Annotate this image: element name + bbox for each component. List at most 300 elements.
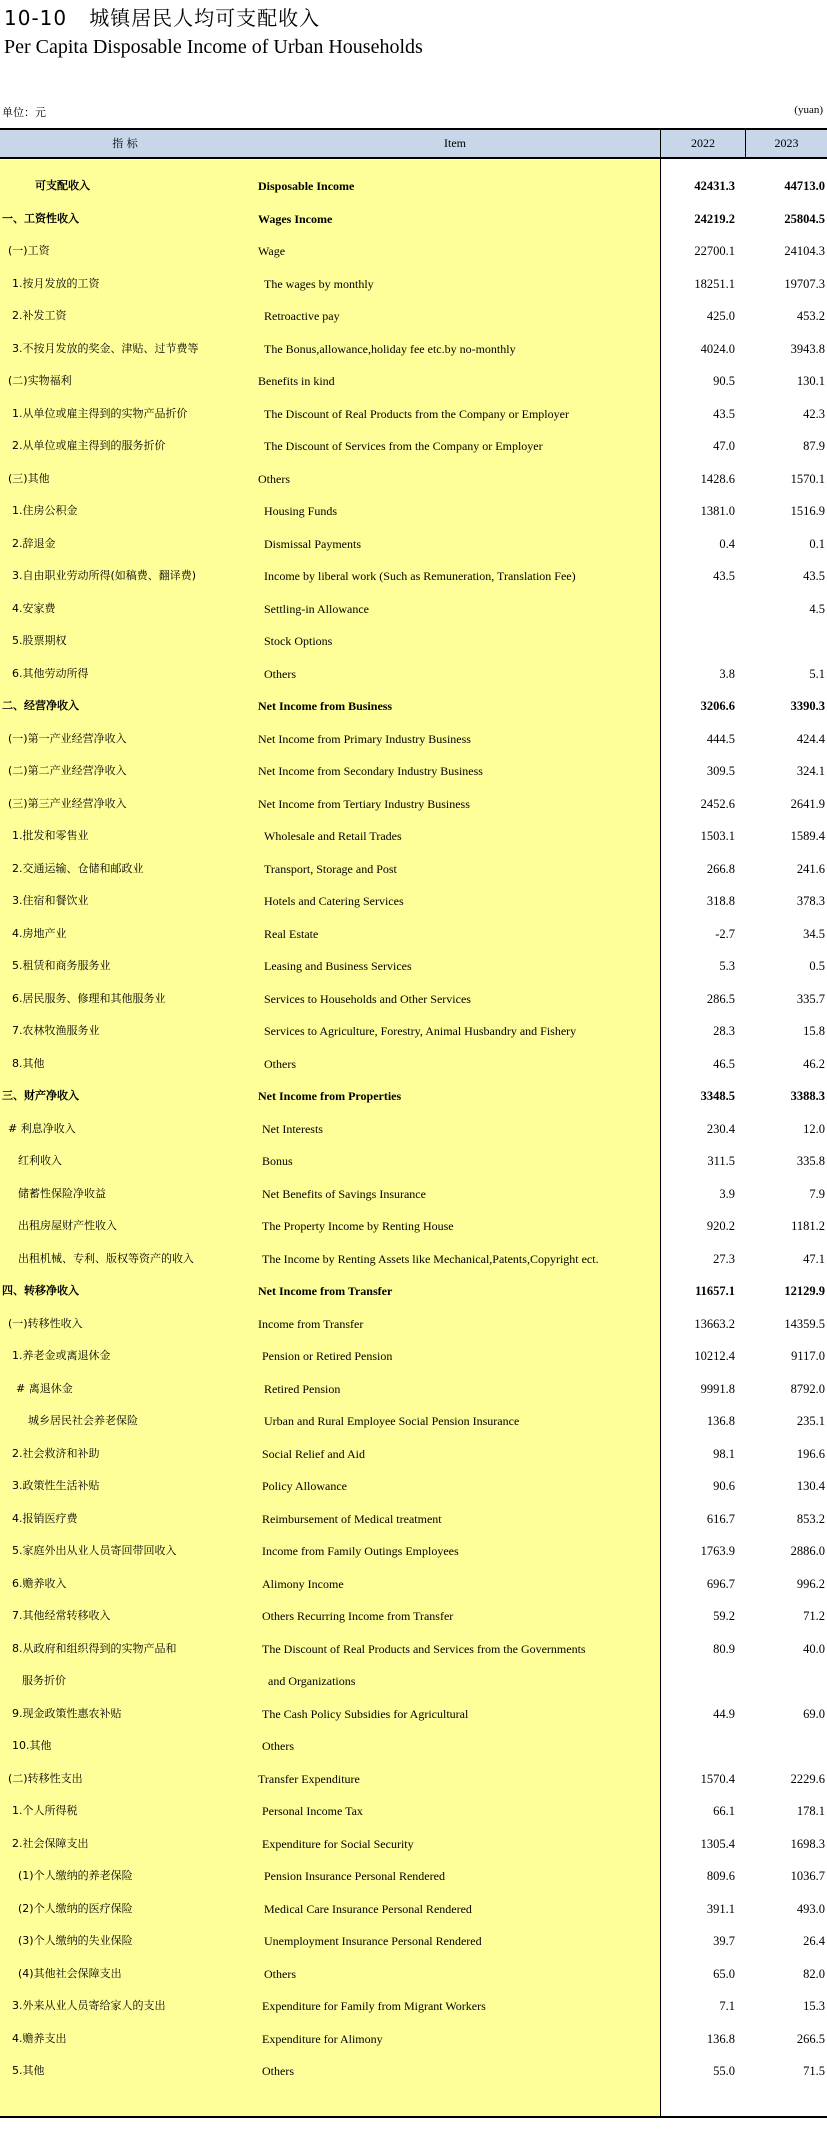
row-value-2023: 130.4 xyxy=(796,1479,825,1493)
row-value-2023: 87.9 xyxy=(803,439,825,453)
row-indicator-zh: 4.安家费 xyxy=(12,601,56,615)
row-value-2022: 46.5 xyxy=(713,1056,735,1071)
row-item-en: Policy Allowance xyxy=(262,1479,347,1493)
row-value-2022: 311.5 xyxy=(707,1154,735,1168)
row-value-2022: 44.9 xyxy=(713,1706,735,1721)
row-value-2023: 69.0 xyxy=(803,1706,825,1721)
table-row xyxy=(0,1048,827,1080)
row-value-2022: 27.3 xyxy=(713,1251,735,1266)
row-indicator-zh: (3)个人缴纳的失业保险 xyxy=(18,1934,133,1947)
row-value-2023: 1570.1 xyxy=(790,471,825,486)
row-value-2022: 318.8 xyxy=(706,894,735,908)
table-row xyxy=(0,1015,827,1047)
row-value-2022: 18251.1 xyxy=(694,276,735,291)
row-value-2022: 3.9 xyxy=(719,1186,735,1201)
row-indicator-zh: 四、转移净收入 xyxy=(2,1284,79,1297)
row-value-2023: 424.4 xyxy=(796,731,825,746)
row-value-2023: 9117.0 xyxy=(791,1349,825,1363)
row-item-en: Transfer Expenditure xyxy=(258,1771,360,1786)
row-value-2023: 0.5 xyxy=(809,959,825,973)
header-indicator: 指 标 xyxy=(112,137,138,150)
table-row xyxy=(0,1308,827,1340)
row-indicator-zh: 1.按月发放的工资 xyxy=(12,276,100,290)
row-value-2023: 19707.3 xyxy=(784,276,825,291)
row-value-2022: 309.5 xyxy=(706,764,735,778)
row-item-en: Expenditure for Social Security xyxy=(262,1836,414,1851)
row-value-2023: 1698.3 xyxy=(790,1836,825,1851)
table-row xyxy=(0,1763,827,1795)
row-indicator-zh: 5.股票期权 xyxy=(12,634,67,647)
row-value-2022: 0.4 xyxy=(719,536,735,551)
row-indicator-zh: 3.自由职业劳动所得(如稿费、翻译费) xyxy=(12,569,197,582)
row-value-2022: 391.1 xyxy=(706,1901,735,1916)
row-item-en: Leasing and Business Services xyxy=(264,959,412,973)
row-indicator-zh: 5.其他 xyxy=(12,2064,45,2077)
row-value-2023: 130.1 xyxy=(796,374,825,388)
row-value-2022: 80.9 xyxy=(713,1641,735,1656)
row-value-2022: 9991.8 xyxy=(700,1381,735,1396)
row-item-en: Net Income from Properties xyxy=(258,1089,402,1103)
row-item-en: Hotels and Catering Services xyxy=(264,894,404,908)
row-indicator-zh: 10.其他 xyxy=(12,1739,52,1752)
table-row xyxy=(0,1503,827,1535)
row-value-2022: 7.1 xyxy=(719,1999,735,2013)
row-value-2022: 1381.0 xyxy=(700,504,735,518)
row-indicator-zh: # 离退休金 xyxy=(16,1381,73,1395)
row-item-en: Pension Insurance Personal Rendered xyxy=(264,1869,445,1883)
table-row xyxy=(0,495,827,527)
row-item-en: The Property Income by Renting House xyxy=(262,1219,454,1233)
row-indicator-zh: # 利息净收入 xyxy=(8,1121,76,1135)
row-item-en: Services to Households and Other Services xyxy=(264,991,471,1006)
row-item-en: Expenditure for Alimony xyxy=(262,2031,383,2046)
row-value-2023: 996.2 xyxy=(796,1576,825,1591)
row-item-en: Wages Income xyxy=(258,211,333,226)
row-item-en: and Organizations xyxy=(268,1674,356,1688)
table-row xyxy=(0,1925,827,1957)
row-indicator-zh: (一)第一产业经营净收入 xyxy=(8,731,127,745)
row-value-2022: -2.7 xyxy=(715,926,735,941)
row-item-en: Net Income from Business xyxy=(258,699,393,713)
row-indicator-zh: 5.家庭外出从业人员寄回带回收入 xyxy=(12,1544,177,1557)
row-item-en: Real Estate xyxy=(264,926,319,941)
row-value-2023: 2886.0 xyxy=(790,1544,825,1558)
row-item-en: Others xyxy=(262,1739,294,1753)
table-row xyxy=(0,1990,827,2022)
row-indicator-zh: 1.从单位或雇主得到的实物产品折价 xyxy=(12,406,188,420)
row-value-2023: 14359.5 xyxy=(784,1316,825,1331)
row-item-en: Others xyxy=(264,666,296,681)
row-value-2022: 13663.2 xyxy=(694,1316,735,1331)
table-row xyxy=(0,1243,827,1275)
row-item-en: Retroactive pay xyxy=(264,309,340,323)
row-indicator-zh: 二、经营净收入 xyxy=(2,699,79,712)
row-indicator-zh: 1.养老金或离退休金 xyxy=(12,1349,111,1362)
row-indicator-zh: 8.其他 xyxy=(12,1056,45,1070)
page-title-english: Per Capita Disposable Income of Urban Households xyxy=(4,36,423,58)
row-value-2022: 24219.2 xyxy=(694,211,735,226)
row-value-2023: 3943.8 xyxy=(790,341,825,356)
table-row xyxy=(0,463,827,495)
row-indicator-zh: (一)工资 xyxy=(8,244,50,257)
row-value-2023: 196.6 xyxy=(796,1446,825,1461)
table-row xyxy=(0,1535,827,1567)
row-value-2023: 2229.6 xyxy=(790,1771,825,1786)
row-indicator-zh: 可支配收入 xyxy=(35,179,90,192)
row-item-en: Wage xyxy=(258,244,286,258)
row-value-2023: 12129.9 xyxy=(784,1284,825,1298)
row-indicator-zh: 6.赡养收入 xyxy=(12,1576,67,1590)
page-title-chinese: 10-10 城镇居民人均可支配收入 xyxy=(4,6,321,30)
row-indicator-zh: 2.交通运输、仓储和邮政业 xyxy=(12,861,144,875)
table-row xyxy=(0,983,827,1015)
row-item-en: The Discount of Real Products from the Company or Employer xyxy=(264,406,569,421)
row-value-2022: 43.5 xyxy=(713,406,735,421)
row-value-2023: 42.3 xyxy=(803,406,825,421)
row-indicator-zh: 三、财产净收入 xyxy=(2,1089,79,1102)
row-item-en: Wholesale and Retail Trades xyxy=(264,829,402,843)
table-row xyxy=(0,1470,827,1502)
row-item-en: Net Income from Transfer xyxy=(258,1284,393,1298)
table-row xyxy=(0,1730,827,1762)
row-value-2023: 47.1 xyxy=(803,1251,825,1266)
row-item-en: Others xyxy=(258,471,290,486)
table-row xyxy=(0,398,827,430)
income-table xyxy=(0,128,827,2118)
row-item-en: Others xyxy=(264,1056,296,1071)
row-item-en: Income by liberal work (Such as Remuneration, Translation Fee) xyxy=(264,569,576,583)
row-value-2022: 809.6 xyxy=(706,1869,735,1883)
row-value-2023: 1036.7 xyxy=(790,1869,825,1883)
row-item-en: The wages by monthly xyxy=(264,276,374,291)
row-value-2022: 28.3 xyxy=(713,1024,735,1038)
row-value-2023: 453.2 xyxy=(796,309,825,323)
row-indicator-zh: (4)其他社会保障支出 xyxy=(18,1966,122,1980)
row-value-2023: 4.5 xyxy=(809,601,825,616)
row-value-2023: 15.3 xyxy=(803,1999,825,2013)
row-item-en: Net Income from Secondary Industry Business xyxy=(258,764,483,778)
row-indicator-zh: 1.住房公积金 xyxy=(12,504,78,517)
row-value-2022: 1503.1 xyxy=(700,829,735,843)
row-indicator-zh: 1.批发和零售业 xyxy=(12,829,89,842)
table-row xyxy=(0,658,827,690)
table-header xyxy=(0,128,827,159)
row-value-2023: 853.2 xyxy=(796,1511,825,1526)
row-value-2022: 1763.9 xyxy=(700,1544,735,1558)
table-row xyxy=(0,625,827,657)
table-row xyxy=(0,333,827,365)
row-value-2022: 616.7 xyxy=(706,1511,735,1526)
table-row xyxy=(0,1860,827,1892)
row-value-2022: 230.4 xyxy=(706,1121,735,1136)
row-indicator-zh: 一、工资性收入 xyxy=(2,211,79,225)
row-indicator-zh: 出租机械、专利、版权等资产的收入 xyxy=(18,1251,194,1265)
row-value-2023: 3390.3 xyxy=(790,699,825,713)
row-item-en: The Discount of Services from the Company or Employer xyxy=(264,439,543,453)
row-indicator-zh: (一)转移性收入 xyxy=(8,1316,83,1330)
row-value-2023: 2641.9 xyxy=(790,796,825,811)
row-indicator-zh: 7.其他经常转移收入 xyxy=(12,1609,111,1622)
row-value-2022: 136.8 xyxy=(706,1414,735,1428)
row-value-2023: 335.7 xyxy=(796,991,825,1006)
row-value-2022: 3348.5 xyxy=(700,1089,735,1103)
row-value-2023: 493.0 xyxy=(796,1901,825,1916)
table-row xyxy=(0,1113,827,1145)
row-indicator-zh: 4.报销医疗费 xyxy=(12,1511,78,1525)
row-item-en: Personal Income Tax xyxy=(262,1804,363,1818)
row-value-2022: 4024.0 xyxy=(700,341,735,356)
row-value-2023: 1589.4 xyxy=(790,829,825,843)
row-indicator-zh: (二)转移性支出 xyxy=(8,1771,83,1785)
row-value-2022: 3206.6 xyxy=(700,699,735,713)
table-row xyxy=(0,300,827,332)
row-indicator-zh: 4.赡养支出 xyxy=(12,2031,67,2045)
row-value-2023: 235.1 xyxy=(796,1414,825,1428)
row-value-2023: 71.2 xyxy=(803,1609,825,1623)
row-indicator-zh: 6.其他劳动所得 xyxy=(12,666,89,680)
row-value-2023: 241.6 xyxy=(796,861,825,876)
unit-label-english: (yuan) xyxy=(794,104,823,116)
row-item-en: Expenditure for Family from Migrant Workers xyxy=(262,1999,486,2013)
table-row xyxy=(0,2023,827,2055)
row-value-2022: 3.8 xyxy=(719,666,735,681)
row-indicator-zh: (二)实物福利 xyxy=(8,374,72,387)
row-indicator-zh: 8.从政府和组织得到的实物产品和 xyxy=(12,1641,177,1655)
row-value-2022: 920.2 xyxy=(706,1219,735,1233)
header-item: Item xyxy=(444,136,466,150)
table-row xyxy=(0,1210,827,1242)
row-indicator-zh: (1)个人缴纳的养老保险 xyxy=(18,1869,133,1882)
row-value-2022: 696.7 xyxy=(706,1576,735,1591)
row-value-2023: 44713.0 xyxy=(784,179,825,193)
row-value-2023: 378.3 xyxy=(796,894,825,908)
table-row xyxy=(0,1958,827,1990)
row-value-2023: 46.2 xyxy=(803,1056,825,1071)
table-row xyxy=(0,528,827,560)
table-row xyxy=(0,1438,827,1470)
row-value-2022: 39.7 xyxy=(713,1934,735,1948)
row-value-2023: 15.8 xyxy=(803,1024,825,1038)
row-value-2023: 34.5 xyxy=(803,926,825,941)
row-value-2022: 90.5 xyxy=(713,374,735,388)
row-value-2023: 0.1 xyxy=(809,536,825,551)
row-indicator-zh: 6.居民服务、修理和其他服务业 xyxy=(12,991,166,1005)
row-item-en: Benefits in kind xyxy=(258,374,335,388)
row-indicator-zh: 9.现金政策性惠农补贴 xyxy=(12,1706,122,1720)
row-item-en: Pension or Retired Pension xyxy=(262,1349,393,1363)
table-row xyxy=(0,950,827,982)
row-indicator-zh: 2.辞退金 xyxy=(12,536,56,550)
row-value-2023: 8792.0 xyxy=(790,1381,825,1396)
row-value-2023: 24104.3 xyxy=(784,244,825,258)
header-year-2022: 2022 xyxy=(691,136,715,150)
header-year-2023: 2023 xyxy=(774,136,799,150)
row-value-2022: 66.1 xyxy=(713,1804,735,1818)
row-item-en: Others xyxy=(262,2064,294,2078)
row-indicator-zh: (三)其他 xyxy=(8,471,50,485)
row-indicator-zh: 3.政策性生活补贴 xyxy=(12,1479,100,1492)
table-bottom-rule xyxy=(0,2116,827,2118)
row-indicator-zh: 7.农林牧渔服务业 xyxy=(12,1024,100,1037)
table-row xyxy=(0,723,827,755)
row-value-2022: 10212.4 xyxy=(694,1349,735,1363)
row-item-en: Transport, Storage and Post xyxy=(264,861,397,876)
row-item-en: Net Interests xyxy=(262,1121,323,1136)
row-indicator-zh: 红利收入 xyxy=(18,1154,62,1167)
table-row xyxy=(0,1405,827,1437)
row-indicator-zh: 出租房屋财产性收入 xyxy=(18,1219,117,1232)
row-value-2023: 266.5 xyxy=(796,2031,825,2046)
row-value-2023: 82.0 xyxy=(803,1966,825,1981)
row-item-en: Net Benefits of Savings Insurance xyxy=(262,1186,426,1201)
row-value-2022: 444.5 xyxy=(706,731,735,746)
table-row xyxy=(0,918,827,950)
table-row xyxy=(0,235,827,267)
table-row xyxy=(0,1698,827,1730)
row-indicator-zh: 3.不按月发放的奖金、津贴、过节费等 xyxy=(12,341,199,355)
row-item-en: Stock Options xyxy=(264,634,333,648)
row-value-2022: 65.0 xyxy=(713,1966,735,1981)
table-row xyxy=(0,788,827,820)
row-item-en: Others Recurring Income from Transfer xyxy=(262,1609,454,1623)
row-value-2022: 425.0 xyxy=(706,309,735,323)
table-row xyxy=(0,1080,827,1112)
row-value-2023: 25804.5 xyxy=(784,211,825,226)
row-value-2022: 55.0 xyxy=(713,2064,735,2078)
row-item-en: Settling-in Allowance xyxy=(264,601,369,616)
row-value-2022: 1428.6 xyxy=(700,471,735,486)
table-row xyxy=(0,2055,827,2087)
row-indicator-zh: 3.住宿和餐饮业 xyxy=(12,894,89,907)
row-value-2023: 40.0 xyxy=(803,1641,825,1656)
table-row xyxy=(0,593,827,625)
row-value-2023: 26.4 xyxy=(803,1934,825,1948)
row-item-en: The Income by Renting Assets like Mechanical,Patents,Copyright ect. xyxy=(262,1251,599,1266)
row-value-2022: 47.0 xyxy=(713,439,735,453)
row-indicator-zh: 3.外来从业人员寄给家人的支出 xyxy=(12,1999,166,2012)
row-item-en: The Cash Policy Subsidies for Agricultural xyxy=(262,1706,469,1721)
row-value-2022: 43.5 xyxy=(713,569,735,583)
row-indicator-zh: 2.社会救济和补助 xyxy=(12,1446,100,1460)
table-row xyxy=(0,1893,827,1925)
row-item-en: Alimony Income xyxy=(262,1576,344,1591)
table-row xyxy=(0,885,827,917)
table-row xyxy=(0,755,827,787)
row-indicator-zh: 2.从单位或雇主得到的服务折价 xyxy=(12,439,166,452)
row-item-en: Income from Transfer xyxy=(258,1316,364,1331)
row-value-2022: 1570.4 xyxy=(700,1771,735,1786)
row-indicator-zh: 2.补发工资 xyxy=(12,309,67,322)
row-value-2022: 22700.1 xyxy=(694,244,735,258)
table-row xyxy=(0,1145,827,1177)
row-value-2023: 7.9 xyxy=(809,1186,825,1201)
row-item-en: Disposable Income xyxy=(258,179,355,193)
table-row xyxy=(0,170,827,202)
row-value-2022: 266.8 xyxy=(706,861,735,876)
row-item-en: The Discount of Real Products and Services from the Governments xyxy=(262,1641,586,1656)
row-item-en: Reimbursement of Medical treatment xyxy=(262,1511,442,1526)
row-value-2023: 335.8 xyxy=(796,1154,825,1168)
row-item-en: Retired Pension xyxy=(264,1381,341,1396)
row-value-2023: 5.1 xyxy=(809,666,825,681)
row-indicator-zh: 2.社会保障支出 xyxy=(12,1836,89,1850)
table-row xyxy=(0,1633,827,1665)
row-value-2022: 5.3 xyxy=(719,959,735,973)
row-item-en: Urban and Rural Employee Social Pension Insurance xyxy=(264,1414,520,1428)
table-row xyxy=(0,560,827,592)
table-row xyxy=(0,853,827,885)
row-value-2022: 90.6 xyxy=(713,1479,735,1493)
row-value-2023: 71.5 xyxy=(803,2064,825,2078)
unit-label-chinese: 单位：元 xyxy=(2,106,46,119)
table-row xyxy=(0,1828,827,1860)
row-item-en: Social Relief and Aid xyxy=(262,1446,365,1461)
row-item-en: Unemployment Insurance Personal Rendered xyxy=(264,1934,482,1948)
table-row xyxy=(0,203,827,235)
row-value-2023: 178.1 xyxy=(796,1804,825,1818)
table-row xyxy=(0,1340,827,1372)
row-item-en: Dismissal Payments xyxy=(264,536,362,551)
row-indicator-zh: 储蓄性保险净收益 xyxy=(18,1186,106,1200)
table-row xyxy=(0,1795,827,1827)
row-indicator-zh: 服务折价 xyxy=(22,1674,66,1687)
table-row xyxy=(0,1665,827,1697)
row-value-2022: 1305.4 xyxy=(700,1836,735,1851)
table-row xyxy=(0,430,827,462)
row-value-2023: 3388.3 xyxy=(790,1089,825,1103)
table-row xyxy=(0,690,827,722)
row-item-en: Income from Family Outings Employees xyxy=(262,1544,459,1558)
row-value-2023: 324.1 xyxy=(796,764,825,778)
row-item-en: The Bonus,allowance,holiday fee etc.by no-monthly xyxy=(264,341,516,356)
header-column-divider xyxy=(745,130,746,157)
row-item-en: Services to Agriculture, Forestry, Animal Husbandry and Fishery xyxy=(264,1024,577,1038)
row-indicator-zh: (二)第二产业经营净收入 xyxy=(8,764,127,777)
table-row xyxy=(0,1600,827,1632)
table-row xyxy=(0,820,827,852)
row-indicator-zh: (三)第三产业经营净收入 xyxy=(8,796,127,810)
row-value-2022: 11657.1 xyxy=(695,1284,735,1298)
row-value-2022: 136.8 xyxy=(706,2031,735,2046)
row-item-en: Net Income from Tertiary Industry Business xyxy=(258,796,470,811)
row-indicator-zh: 城乡居民社会养老保险 xyxy=(28,1414,138,1427)
row-item-en: Others xyxy=(264,1966,296,1981)
row-indicator-zh: 1.个人所得税 xyxy=(12,1804,78,1817)
row-indicator-zh: (2)个人缴纳的医疗保险 xyxy=(18,1901,133,1915)
row-value-2023: 43.5 xyxy=(803,569,825,583)
table-row xyxy=(0,1568,827,1600)
row-value-2022: 59.2 xyxy=(713,1609,735,1623)
row-item-en: Bonus xyxy=(262,1154,293,1168)
row-item-en: Medical Care Insurance Personal Rendered xyxy=(264,1901,472,1916)
row-indicator-zh: 4.房地产业 xyxy=(12,926,67,940)
row-value-2022: 42431.3 xyxy=(694,179,735,193)
row-value-2022: 2452.6 xyxy=(700,796,735,811)
row-value-2023: 12.0 xyxy=(803,1121,825,1136)
table-row xyxy=(0,268,827,300)
row-value-2022: 286.5 xyxy=(706,991,735,1006)
row-indicator-zh: 5.租赁和商务服务业 xyxy=(12,959,111,972)
table-row xyxy=(0,1373,827,1405)
row-value-2023: 1516.9 xyxy=(790,504,825,518)
table-row xyxy=(0,365,827,397)
row-item-en: Housing Funds xyxy=(264,504,338,518)
row-item-en: Net Income from Primary Industry Business xyxy=(258,731,471,746)
table-row xyxy=(0,1178,827,1210)
row-value-2022: 98.1 xyxy=(713,1446,735,1461)
table-row xyxy=(0,1275,827,1307)
row-value-2023: 1181.2 xyxy=(791,1219,825,1233)
